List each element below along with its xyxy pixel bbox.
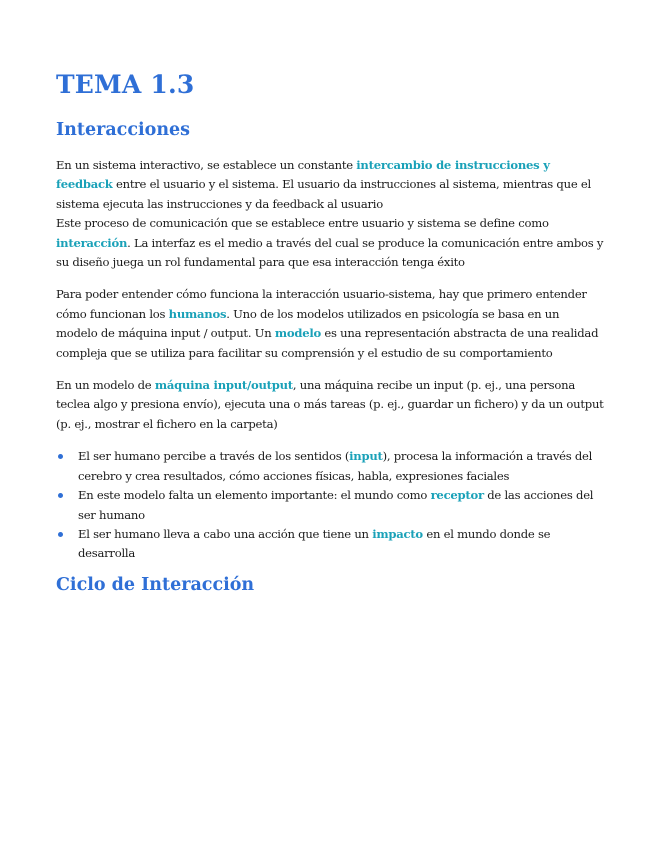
highlight-term: modelo (274, 326, 321, 341)
text-run: Este proceso de comunicación que se establece entre usuario y sistema se define como (56, 216, 549, 231)
text-run: de las acciones del ser humano (78, 488, 594, 522)
list-item (56, 486, 604, 525)
text-run: En un modelo de (56, 378, 155, 393)
highlight-term: intercambio de instrucciones y feedback (56, 158, 550, 192)
document-content (56, 68, 604, 597)
text-run: En un sistema interactivo, se establece un constante (56, 158, 357, 172)
highlight-term: receptor (430, 488, 484, 503)
text-run: El ser humano percibe a través de los sentidos ( (78, 449, 350, 464)
text-run: entre el usuario y el sistema. El usuario da instrucciones al sistema, mientras que el sistema ejecuta las instrucciones y da feedback al usuario (56, 177, 591, 211)
section-heading-interacciones: Interacciones (56, 120, 191, 140)
text-run: El ser humano lleva a cabo una acción que tiene un (78, 526, 373, 541)
paragraph-maquina (56, 376, 604, 434)
page-title: TEMA 1.3 (56, 70, 195, 99)
text-run: . La interfaz es el medio a través del cual se produce la comunicación entre ambos y su diseño juega un rol fundamental para que esa interacción tenga éxito (56, 235, 604, 270)
text-run: Para poder entender cómo funciona la interacción usuario-sistema, hay que primero entender cómo funcionan los (56, 287, 587, 321)
bullet-dot-icon (58, 454, 63, 459)
bullet-list (56, 447, 604, 563)
highlight-term: impacto (372, 526, 423, 541)
paragraph-interaccion (56, 214, 604, 272)
text-run: . Uno de los modelos utilizados en psicología se basa en un modelo de máquina input / output. Un (56, 306, 560, 341)
list-item (56, 447, 604, 486)
highlight-term: humanos (168, 306, 227, 321)
section-heading-ciclo: Ciclo de Interacción (56, 574, 255, 595)
text-run: ), procesa la información a través del cerebro y crea resultados, cómo acciones físicas, habla, expresiones faciales (78, 449, 593, 483)
text-run: en el mundo donde se desarrolla (78, 526, 551, 561)
highlight-term: máquina input/output (154, 378, 293, 393)
bullet-dot-icon (58, 532, 63, 537)
bullet-dot-icon (58, 493, 63, 498)
paragraph-intercambio (56, 156, 604, 214)
highlight-term: interacción (56, 235, 128, 250)
text-run: En este modelo falta un elemento importante: el mundo como (78, 488, 431, 503)
text-run: , una máquina recibe un input (p. ej., una persona teclea algo y presiona envío), ejecuta una o más tareas (p. ej., guardar un fichero) y da un output (p. ej., mostrar el fichero en la carpeta) (56, 378, 604, 431)
paragraph-humanos (56, 285, 604, 363)
highlight-term: input (349, 449, 383, 464)
list-item (56, 525, 604, 564)
text-run: es una representación abstracta de una realidad compleja que se utiliza para facilitar su comprensión y el estudio de su comportamiento (56, 326, 599, 360)
